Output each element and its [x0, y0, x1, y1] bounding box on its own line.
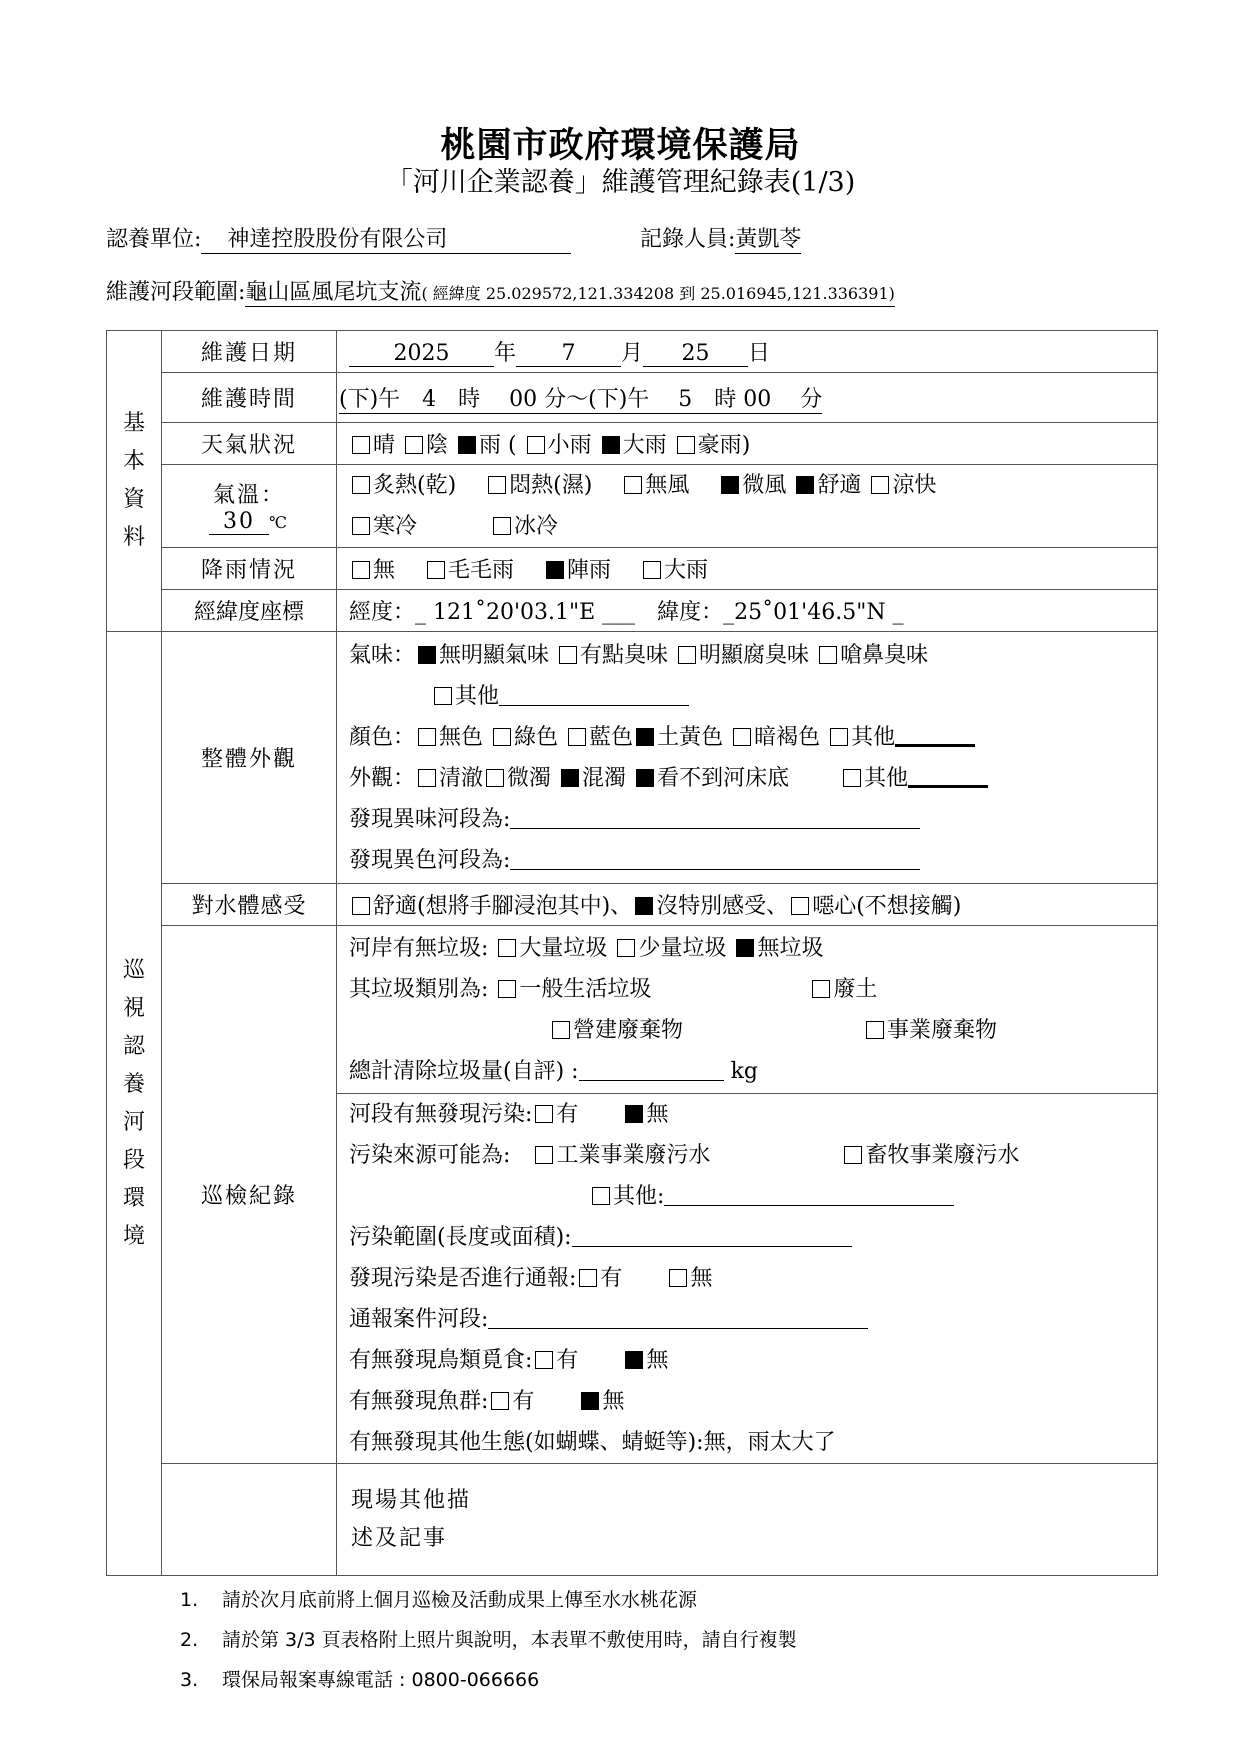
adopter-row: [106, 222, 571, 254]
color-yellow-brown-checkbox[interactable]: [636, 728, 654, 746]
color-other-blank[interactable]: [895, 726, 975, 747]
source-other-checkbox[interactable]: [592, 1187, 610, 1205]
birds-yes-checkbox[interactable]: [535, 1351, 553, 1369]
feel-options: 炙熱(乾) 悶熱(濕) 無風 微風 舒適 涼快 寒冷 冰冷: [337, 465, 1158, 548]
feel-cool-checkbox[interactable]: [871, 476, 889, 494]
weather-label: 天氣狀況: [162, 423, 337, 465]
smell-pungent-checkbox[interactable]: [819, 646, 837, 664]
fish-no-checkbox[interactable]: [581, 1392, 599, 1410]
trash-construction-checkbox[interactable]: [552, 1021, 570, 1039]
smell-other-blank[interactable]: [499, 687, 689, 706]
record-form-table: [106, 330, 1158, 1576]
note-item: 2. 請於第 3/3 頁表格附上照片與說明，本表單不敷使用時，請自行複製: [180, 1629, 797, 1651]
notes-list: [180, 1580, 797, 1700]
trash-large-checkbox[interactable]: [498, 939, 516, 957]
rain-options: 無 毛毛雨 陣雨 大雨: [337, 548, 1158, 590]
appearance-options: 氣味： 無明顯氣味 有點臭味 明顯腐臭味 嗆鼻臭味 其他 顏色： 無色 綠色 藍色 土黃色 暗褐色 其他 外觀： 清澈 微濁 混濁 看不到河床底 其他 發現異味河段為: 發現異色河段為:: [337, 632, 1158, 884]
smell-slight-checkbox[interactable]: [559, 646, 577, 664]
pollution-range-blank[interactable]: [572, 1228, 852, 1247]
color-other-checkbox[interactable]: [830, 728, 848, 746]
trash-industrial-checkbox[interactable]: [866, 1021, 884, 1039]
feel-freezing-checkbox[interactable]: [493, 517, 511, 535]
report-yes-checkbox[interactable]: [579, 1269, 597, 1287]
smell-other-checkbox[interactable]: [434, 687, 452, 705]
weather-light-rain-checkbox[interactable]: [527, 436, 545, 454]
source-industrial-checkbox[interactable]: [535, 1146, 553, 1164]
report-section-blank[interactable]: [488, 1310, 868, 1329]
feeling-options: 舒適(想將手腳浸泡其中)、 沒特別感受、 噁心(不想接觸): [337, 884, 1158, 926]
color-green-checkbox[interactable]: [493, 728, 511, 746]
pollution-block: 河段有無發現污染: 有 無 污染來源可能為: 工業事業廢污水 畜牧事業廢污水 其他: 污染範圍(長度或面積): 發現污染是否進行通報: 有 無 通報案件河段: 有無發現鳥類覓食: 有 無 有無發現魚群: 有 無 有無發現其他生態(如蝴蝶、蜻蜓等):無，雨太大了: [337, 1094, 1158, 1464]
other-desc-label: 現場其他描 述及記事: [337, 1464, 1158, 1576]
weather-heavy-rain-checkbox[interactable]: [602, 436, 620, 454]
trash-small-checkbox[interactable]: [617, 939, 635, 957]
look-other-checkbox[interactable]: [843, 769, 861, 787]
trash-block: 河岸有無垃圾: 大量垃圾 少量垃圾 無垃圾 其垃圾類別為: 一般生活垃圾 廢土 營建廢棄物 事業廢棄物 總計清除垃圾量(自評) : kg: [337, 926, 1158, 1094]
weather-options: 晴 陰 雨 ( 小雨 大雨 豪雨): [337, 423, 1158, 465]
blank-section-cell: [162, 1464, 337, 1576]
weather-sunny-checkbox[interactable]: [352, 436, 370, 454]
feel-humid-checkbox[interactable]: [488, 476, 506, 494]
feeling-disgusted-checkbox[interactable]: [791, 897, 809, 915]
adopter-label: 認養單位:: [106, 227, 202, 252]
look-bed-invisible-checkbox[interactable]: [636, 769, 654, 787]
source-other-blank[interactable]: [664, 1187, 954, 1206]
recorder-row: [640, 222, 801, 254]
note-item: 3. 環保局報案專線電話 : 0800-066666: [180, 1669, 540, 1691]
report-no-checkbox[interactable]: [669, 1269, 687, 1287]
trash-none-checkbox[interactable]: [736, 939, 754, 957]
record-label: 巡檢紀錄: [162, 926, 337, 1464]
time-value: (下)午 4 時 00 分～(下)午 5 時 00 分: [337, 373, 1158, 423]
weather-rain-checkbox[interactable]: [458, 436, 476, 454]
odor-section-blank[interactable]: [510, 810, 920, 829]
smell-none-checkbox[interactable]: [418, 646, 436, 664]
range-value: 龜山區風尾坑支流: [245, 280, 422, 305]
look-slightly-turbid-checkbox[interactable]: [486, 769, 504, 787]
weather-torrential-checkbox[interactable]: [677, 436, 695, 454]
feel-hot-checkbox[interactable]: [352, 476, 370, 494]
temperature-value: 30: [209, 509, 269, 535]
page-title: 桃園市政府環境保護局: [440, 125, 801, 166]
range-label: 維護河段範圍:: [106, 280, 246, 305]
color-section-blank[interactable]: [510, 851, 920, 870]
recorder-label: 記錄人員:: [640, 227, 736, 252]
temperature-cell: 氣溫： 30 ℃: [162, 465, 337, 548]
section-basic-info: 基 本 資 料: [107, 331, 162, 632]
feel-breeze-checkbox[interactable]: [721, 476, 739, 494]
feeling-label: 對水體感受: [162, 884, 337, 926]
feel-no-wind-checkbox[interactable]: [624, 476, 642, 494]
temperature-label: 氣溫：: [212, 482, 285, 508]
coord-value: 經度：_ 121˚20'03.1"E ___ 緯度：_25˚01'46.5"N _: [337, 590, 1158, 632]
date-label: 維護日期: [162, 331, 337, 373]
range-row: [106, 275, 895, 307]
range-value-group: [245, 275, 894, 307]
look-clear-checkbox[interactable]: [418, 769, 436, 787]
recorder-value: 黃凱苓: [735, 222, 801, 254]
trash-total-blank[interactable]: [579, 1062, 724, 1081]
rain-shower-checkbox[interactable]: [546, 561, 564, 579]
feeling-comfortable-checkbox[interactable]: [352, 897, 370, 915]
page-subtitle: 「河川企業認養」維護管理紀錄表(1/3): [385, 167, 856, 198]
range-coords: ( 經緯度 25.029572,121.334208 到 25.016945,121.336391): [421, 284, 895, 303]
appearance-label: 整體外觀: [162, 632, 337, 884]
section-patrol: 巡 視 認 養 河 段 環 境: [107, 632, 162, 1576]
time-label: 維護時間: [162, 373, 337, 423]
coord-label: 經緯度座標: [162, 590, 337, 632]
source-livestock-checkbox[interactable]: [844, 1146, 862, 1164]
smell-rotten-checkbox[interactable]: [678, 646, 696, 664]
rain-heavy-checkbox[interactable]: [643, 561, 661, 579]
trash-household-checkbox[interactable]: [498, 980, 516, 998]
rain-label: 降雨情況: [162, 548, 337, 590]
other-life-value: 無，雨太大了: [703, 1430, 836, 1455]
pollution-yes-checkbox[interactable]: [535, 1105, 553, 1123]
weather-cloudy-checkbox[interactable]: [405, 436, 423, 454]
color-clear-checkbox[interactable]: [418, 728, 436, 746]
adopter-value: 神達控股股份有限公司: [201, 222, 571, 254]
look-turbid-checkbox[interactable]: [561, 769, 579, 787]
fish-yes-checkbox[interactable]: [491, 1392, 509, 1410]
rain-none-checkbox[interactable]: [352, 561, 370, 579]
trash-soil-checkbox[interactable]: [812, 980, 830, 998]
feel-cold-checkbox[interactable]: [352, 517, 370, 535]
feeling-nothing-checkbox[interactable]: [635, 897, 653, 915]
color-blue-checkbox[interactable]: [568, 728, 586, 746]
color-dark-brown-checkbox[interactable]: [733, 728, 751, 746]
pollution-no-checkbox[interactable]: [625, 1105, 643, 1123]
birds-no-checkbox[interactable]: [625, 1351, 643, 1369]
feel-comfortable-checkbox[interactable]: [796, 476, 814, 494]
look-other-blank[interactable]: [908, 767, 988, 788]
note-item: 1. 請於次月底前將上個月巡檢及活動成果上傳至水水桃花源: [180, 1589, 698, 1611]
date-value: 2025 年 7 月 25 日: [337, 331, 1158, 373]
rain-drizzle-checkbox[interactable]: [427, 561, 445, 579]
